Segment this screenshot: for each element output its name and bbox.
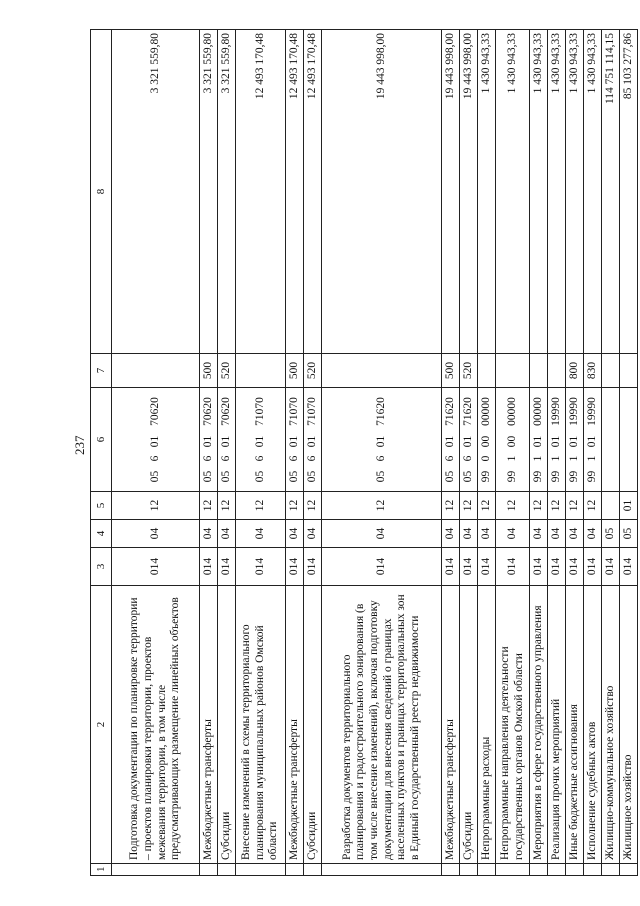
code-cell-6 <box>304 388 322 492</box>
code-cell-3: 014 <box>286 548 304 586</box>
code-segment: 99 <box>479 470 492 483</box>
item-name-cell: Мероприятия в сфере государственного управления <box>530 586 548 864</box>
amount-cell: 19 443 998,00 <box>322 30 442 354</box>
code-cell-7 <box>620 354 638 388</box>
row-number-cell <box>236 864 286 876</box>
item-name-cell: Реализация прочих мероприятий <box>548 586 566 864</box>
item-name-cell: Субсидии <box>218 586 236 864</box>
code-cell-5: 01 <box>620 492 638 520</box>
table-row <box>496 30 530 876</box>
amount-cell: 1 430 943,33 <box>478 30 496 354</box>
header-row <box>91 30 112 876</box>
item-name-cell: Непрограммные расходы <box>478 586 496 864</box>
code-cell-7 <box>478 354 496 388</box>
budget-table <box>90 29 638 876</box>
code-cell-4: 04 <box>304 520 322 548</box>
table-row <box>620 30 638 876</box>
code-segment: 01 <box>148 435 161 448</box>
code-cell-3: 014 <box>620 548 638 586</box>
code-segment: 01 <box>531 435 544 448</box>
header-cell: 7 <box>91 354 112 388</box>
code-segment: 6 <box>253 455 266 462</box>
table-row <box>442 30 460 876</box>
code-cell-6 <box>548 388 566 492</box>
amount-cell: 1 430 943,33 <box>496 30 530 354</box>
code-segment: 01 <box>374 435 387 448</box>
amount-cell: 3 321 559,80 <box>218 30 236 354</box>
code-cell-3: 014 <box>602 548 620 586</box>
code-segment: 1 <box>531 455 544 462</box>
code-cell-5: 12 <box>496 492 530 520</box>
code-cell-6 <box>200 388 218 492</box>
code-segment: 05 <box>287 470 300 483</box>
amount-cell: 12 493 170,48 <box>304 30 322 354</box>
code-segment: 71620 <box>374 397 387 426</box>
code-segment: 01 <box>305 435 318 448</box>
code-cell-3: 014 <box>112 548 200 586</box>
table-row <box>286 30 304 876</box>
row-number-cell <box>478 864 496 876</box>
page-number: 237 <box>72 435 87 455</box>
code-segment: 19990 <box>549 397 562 426</box>
code-cell-7 <box>548 354 566 388</box>
code-cell-3: 014 <box>584 548 602 586</box>
code-cell-4: 04 <box>112 520 200 548</box>
item-name-cell: Межбюджетные трансферты <box>442 586 460 864</box>
code-cell-5: 12 <box>548 492 566 520</box>
code-segment: 05 <box>443 470 456 483</box>
code-segment: 00 <box>479 435 492 448</box>
row-number-cell <box>112 864 200 876</box>
code-segment: 99 <box>531 470 544 483</box>
code-cell-4: 04 <box>200 520 218 548</box>
code-segment: 99 <box>567 470 580 483</box>
amount-cell: 1 430 943,33 <box>584 30 602 354</box>
code-segment: 70620 <box>219 397 232 426</box>
code-segment: 71070 <box>253 397 266 426</box>
table-row <box>566 30 584 876</box>
code-segment: 6 <box>374 455 387 462</box>
header-cell: 5 <box>91 492 112 520</box>
code-cell-5: 12 <box>566 492 584 520</box>
amount-cell: 12 493 170,48 <box>286 30 304 354</box>
code-cell-4: 04 <box>584 520 602 548</box>
item-name-cell: Жилищное хозяйство <box>620 586 638 864</box>
code-cell-5: 12 <box>218 492 236 520</box>
code-cell-4: 04 <box>496 520 530 548</box>
code-segment: 01 <box>461 435 474 448</box>
code-cell-7 <box>112 354 200 388</box>
code-cell-5: 12 <box>322 492 442 520</box>
code-cell-6 <box>602 388 620 492</box>
code-cell-7: 500 <box>442 354 460 388</box>
code-cell-4: 04 <box>286 520 304 548</box>
amount-cell: 19 443 998,00 <box>442 30 460 354</box>
code-segment: 0 <box>479 455 492 462</box>
code-cell-4: 04 <box>566 520 584 548</box>
amount-cell: 114 751 114,15 <box>602 30 620 354</box>
row-number-cell <box>602 864 620 876</box>
code-cell-3: 014 <box>200 548 218 586</box>
amount-cell: 1 430 943,33 <box>566 30 584 354</box>
code-cell-5: 12 <box>286 492 304 520</box>
code-segment: 01 <box>567 435 580 448</box>
row-number-cell <box>218 864 236 876</box>
code-segment: 00000 <box>531 397 544 426</box>
code-cell-3: 014 <box>478 548 496 586</box>
code-cell-5: 12 <box>530 492 548 520</box>
header-cell: 4 <box>91 520 112 548</box>
code-cell-4: 04 <box>236 520 286 548</box>
header-cell: 3 <box>91 548 112 586</box>
table-row <box>322 30 442 876</box>
row-number-cell <box>460 864 478 876</box>
code-segment: 00 <box>505 435 518 448</box>
amount-cell: 19 443 998,00 <box>460 30 478 354</box>
code-cell-5: 12 <box>112 492 200 520</box>
table-row <box>112 30 200 876</box>
code-cell-5: 12 <box>200 492 218 520</box>
code-cell-3: 014 <box>530 548 548 586</box>
row-number-cell <box>304 864 322 876</box>
item-name-cell: Иные бюджетные ассигнования <box>566 586 584 864</box>
code-cell-6 <box>496 388 530 492</box>
code-segment: 71070 <box>287 397 300 426</box>
amount-cell: 12 493 170,48 <box>236 30 286 354</box>
code-segment: 6 <box>461 455 474 462</box>
code-segment: 1 <box>567 455 580 462</box>
item-name-cell: Непрограммные направления деятельности государственных органов Омской области <box>496 586 530 864</box>
code-cell-7 <box>602 354 620 388</box>
row-number-cell <box>496 864 530 876</box>
code-segment: 99 <box>549 470 562 483</box>
code-cell-3: 014 <box>304 548 322 586</box>
code-segment: 01 <box>253 435 266 448</box>
code-segment: 70620 <box>148 397 161 426</box>
code-segment: 1 <box>585 455 598 462</box>
code-cell-5: 12 <box>478 492 496 520</box>
code-segment: 05 <box>148 470 161 483</box>
code-cell-4: 04 <box>530 520 548 548</box>
code-segment: 19990 <box>567 397 580 426</box>
code-segment: 6 <box>219 455 232 462</box>
item-name-cell: Подготовка документации по планировке территории – проектов планировки территории, проектов межевания территории, в том числе предусматривающих размещение линейных объектов <box>112 586 200 864</box>
table-row <box>460 30 478 876</box>
code-segment: 01 <box>443 435 456 448</box>
item-name-cell: Субсидии <box>304 586 322 864</box>
code-cell-7 <box>496 354 530 388</box>
code-cell-7 <box>322 354 442 388</box>
code-cell-7: 500 <box>286 354 304 388</box>
rotated-table-frame <box>90 30 634 876</box>
code-segment: 6 <box>201 455 214 462</box>
code-cell-7: 520 <box>460 354 478 388</box>
item-name-cell: Исполнение судебных актов <box>584 586 602 864</box>
code-cell-3: 014 <box>566 548 584 586</box>
amount-cell: 85 103 277,86 <box>620 30 638 354</box>
code-segment: 19990 <box>585 397 598 426</box>
code-cell-6 <box>286 388 304 492</box>
code-segment: 01 <box>549 435 562 448</box>
item-name-cell: Разработка документов территориального планирования и градостроительного зонирования (в том числе внесение изменений), включая подготовку документации для внесения сведений о границах населенных пунктов и границах территориальных зон в Единый государственный реестр недвижимости <box>322 586 442 864</box>
code-cell-3: 014 <box>496 548 530 586</box>
table-row <box>584 30 602 876</box>
code-cell-7: 830 <box>584 354 602 388</box>
code-cell-5: 12 <box>584 492 602 520</box>
code-cell-3: 014 <box>460 548 478 586</box>
code-cell-6 <box>620 388 638 492</box>
code-cell-5: 12 <box>304 492 322 520</box>
code-cell-4: 04 <box>478 520 496 548</box>
header-cell: 2 <box>91 586 112 864</box>
code-segment: 05 <box>201 470 214 483</box>
table-row <box>218 30 236 876</box>
code-cell-6 <box>112 388 200 492</box>
table-row <box>478 30 496 876</box>
table-row <box>200 30 218 876</box>
table-row <box>236 30 286 876</box>
row-number-cell <box>322 864 442 876</box>
code-segment: 05 <box>219 470 232 483</box>
code-segment: 71070 <box>305 397 318 426</box>
code-cell-4: 04 <box>218 520 236 548</box>
code-segment: 05 <box>253 470 266 483</box>
code-segment: 99 <box>585 470 598 483</box>
code-segment: 6 <box>287 455 300 462</box>
item-name-cell: Межбюджетные трансферты <box>200 586 218 864</box>
code-cell-4: 05 <box>620 520 638 548</box>
table-row <box>548 30 566 876</box>
code-cell-7: 800 <box>566 354 584 388</box>
code-cell-7: 520 <box>304 354 322 388</box>
code-cell-4: 04 <box>548 520 566 548</box>
row-number-cell <box>286 864 304 876</box>
code-segment: 1 <box>549 455 562 462</box>
item-name-cell: Жилищно-коммунальное хозяйство <box>602 586 620 864</box>
code-segment: 01 <box>585 435 598 448</box>
code-segment: 1 <box>505 455 518 462</box>
code-cell-5 <box>602 492 620 520</box>
code-cell-5: 12 <box>460 492 478 520</box>
code-segment: 70620 <box>201 397 214 426</box>
code-cell-4: 04 <box>460 520 478 548</box>
code-segment: 99 <box>505 470 518 483</box>
row-number-cell <box>200 864 218 876</box>
code-cell-4: 05 <box>602 520 620 548</box>
row-number-cell <box>442 864 460 876</box>
code-segment: 00000 <box>505 397 518 426</box>
table-row <box>602 30 620 876</box>
code-cell-6 <box>236 388 286 492</box>
table-row <box>530 30 548 876</box>
code-segment: 6 <box>305 455 318 462</box>
code-segment: 71620 <box>443 397 456 426</box>
amount-cell: 1 430 943,33 <box>530 30 548 354</box>
code-cell-3: 014 <box>322 548 442 586</box>
code-segment: 01 <box>201 435 214 448</box>
code-cell-7: 500 <box>200 354 218 388</box>
code-cell-6 <box>584 388 602 492</box>
code-cell-6 <box>530 388 548 492</box>
code-cell-5: 12 <box>442 492 460 520</box>
code-segment: 6 <box>148 455 161 462</box>
header-cell: 6 <box>91 388 112 492</box>
code-cell-7 <box>530 354 548 388</box>
code-cell-6 <box>322 388 442 492</box>
code-cell-3: 014 <box>442 548 460 586</box>
row-number-cell <box>566 864 584 876</box>
item-name-cell: Межбюджетные трансферты <box>286 586 304 864</box>
code-segment: 00000 <box>479 397 492 426</box>
code-cell-7: 520 <box>218 354 236 388</box>
amount-cell: 1 430 943,33 <box>548 30 566 354</box>
code-cell-6 <box>442 388 460 492</box>
code-cell-5: 12 <box>236 492 286 520</box>
header-cell: 8 <box>91 30 112 354</box>
code-segment: 05 <box>305 470 318 483</box>
item-name-cell: Субсидии <box>460 586 478 864</box>
code-segment: 01 <box>219 435 232 448</box>
amount-cell: 3 321 559,80 <box>112 30 200 354</box>
code-cell-3: 014 <box>548 548 566 586</box>
code-segment: 05 <box>374 470 387 483</box>
row-number-cell <box>548 864 566 876</box>
row-number-cell <box>620 864 638 876</box>
code-cell-7 <box>236 354 286 388</box>
code-cell-6 <box>566 388 584 492</box>
code-segment: 01 <box>287 435 300 448</box>
amount-cell: 3 321 559,80 <box>200 30 218 354</box>
code-cell-3: 014 <box>218 548 236 586</box>
row-number-cell <box>530 864 548 876</box>
code-segment: 6 <box>443 455 456 462</box>
code-cell-6 <box>478 388 496 492</box>
table-row <box>304 30 322 876</box>
item-name-cell: Внесение изменений в схемы территориального планирования муниципальных районов Омской области <box>236 586 286 864</box>
code-segment: 05 <box>461 470 474 483</box>
row-number-cell <box>584 864 602 876</box>
code-segment: 71620 <box>461 397 474 426</box>
code-cell-6 <box>460 388 478 492</box>
header-cell: 1 <box>91 864 112 876</box>
code-cell-3: 014 <box>236 548 286 586</box>
code-cell-6 <box>218 388 236 492</box>
code-cell-4: 04 <box>322 520 442 548</box>
code-cell-4: 04 <box>442 520 460 548</box>
